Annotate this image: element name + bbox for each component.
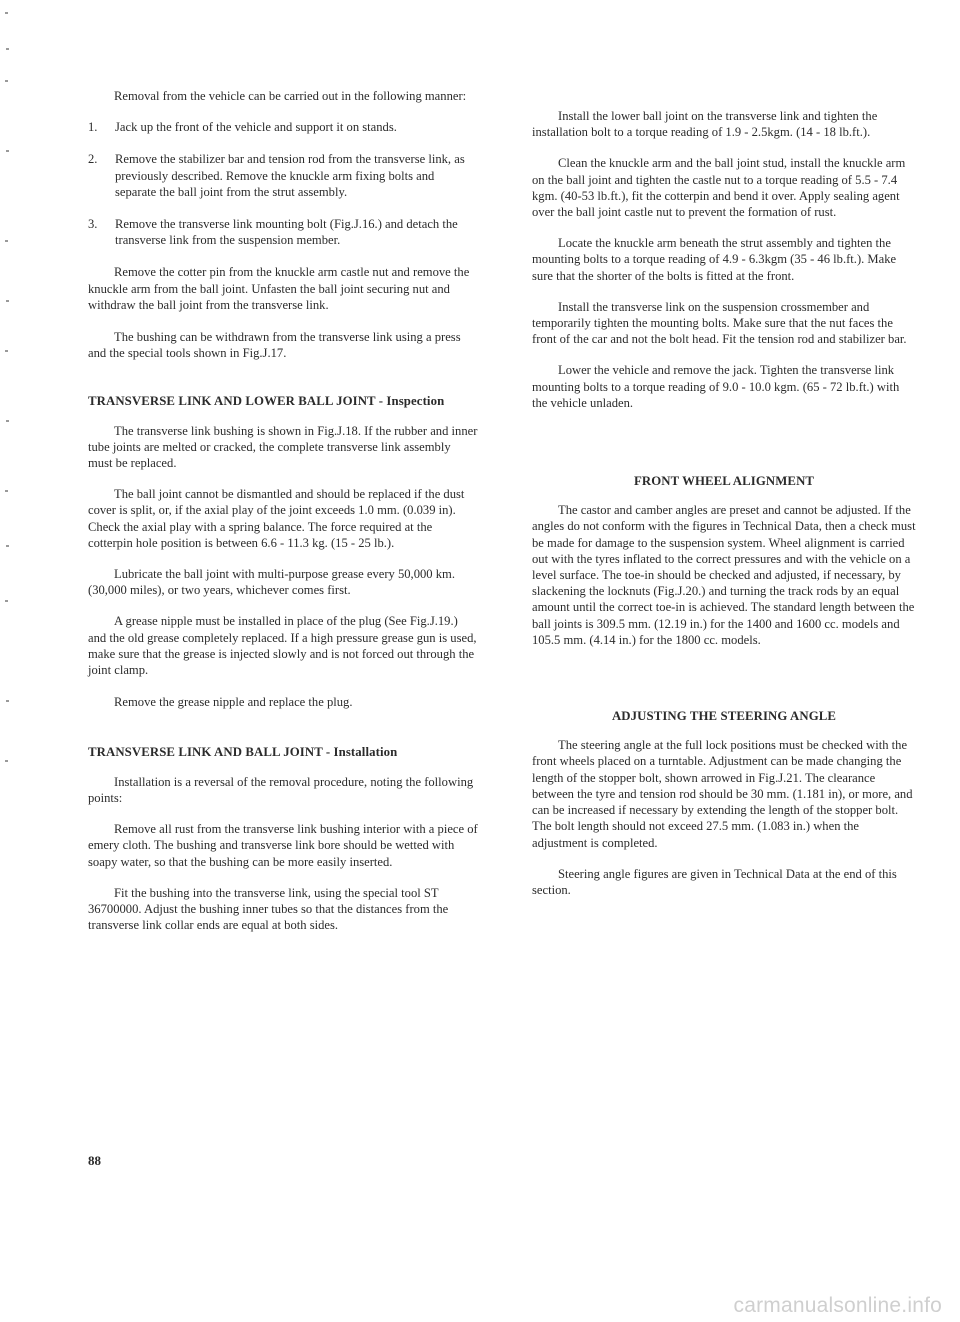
grease-nipple-paragraph: A grease nipple must be installed in place of the plug (See Fig.J.19.) and the old grease completely replaced. If a high pressure grease gun is used, make sure that the grease is injected slowly and is not forced out through the joint clamp. (88, 614, 477, 678)
knuckle-arm-paragraph: Clean the knuckle arm and the ball joint stud, install the knuckle arm on the ball joint and tighten the castle nut to a torque reading of 5.5 - 7.4 kgm. (40-53 lb.ft.), fit the cotterpin and bend it over. Apply sealing agent over the ball joint castle nut to prevent the formation of rust. (532, 156, 906, 220)
step-text: Jack up the front of the vehicle and support it on stands. (115, 120, 397, 135)
lower-vehicle-paragraph: Lower the vehicle and remove the jack. Tighten the transverse link mounting bolts to a torque reading of 9.0 - 10.0 kgm. (65 - 72 lb.ft.) with the vehicle unladen. (532, 363, 900, 410)
watermark: carmanualsonline.info (733, 1294, 942, 1317)
installation-paragraph-3: Fit the bushing into the transverse link, using the special tool ST 36700000. Adjust the bushing inner tubes so that the distances from the transverse link collar ends are equal at both sides. (88, 885, 449, 933)
step-1 (88, 119, 478, 135)
step-3 (88, 216, 478, 248)
alignment-paragraph: The castor and camber angles are preset and cannot be adjusted. If the angles do not conform with the figures in Technical Data, then a check must be made for damage to the suspension system. Wheel alignment is carried out with the tyres inflated to the correct pressures and with the vehicle on a level surface. The toe-in should be checked and adjusted, if necessary, by slackening the locknuts (Fig.J.20.) and turning the track rods by an equal amount until the correct toe-in is achieved. The standard length between the ball joints is 309.5 mm. (12.19 in.) for the 1400 and 1600 cc. models and 105.5 mm. (4.14 in.) for the 1800 cc. models. (532, 503, 916, 647)
step-text: Remove the stabilizer bar and tension rod from the transverse link, as previously described. Remove the knuckle arm fixing bolts and separate the ball joint from the strut assembly. (115, 152, 465, 199)
cotter-paragraph: Remove the cotter pin from the knuckle arm castle nut and remove the knuckle arm from the ball joint. Unfasten the ball joint securing nut and withdraw the ball joint from the transverse link. (88, 265, 470, 312)
steering-heading: ADJUSTING THE STEERING ANGLE (611, 709, 837, 724)
left-column (88, 88, 478, 933)
step-text: Remove the transverse link mounting bolt (Fig.J.16.) and detach the transverse link from the suspension member. (115, 217, 458, 248)
inspection-heading: TRANSVERSE LINK AND LOWER BALL JOINT - Inspection (88, 394, 445, 409)
intro-paragraph: Removal from the vehicle can be carried out in the following manner: (114, 89, 467, 103)
steering-figures-paragraph: Steering angle figures are given in Technical Data at the end of this section. (532, 866, 897, 897)
right-column (532, 108, 916, 898)
step-number: 2. (88, 152, 98, 167)
strut-paragraph: Locate the knuckle arm beneath the strut assembly and tighten the mounting bolts to a torque reading of 4.9 - 6.3kgm (35 - 46 lb.ft.). Make sure that the shorter of the bolts is fitted at the front. (532, 236, 897, 283)
inspection-paragraph-2: The ball joint cannot be dismantled and should be replaced if the dust cover is split, or, if the axial play of the joint exceeds 1.0 mm. (0.039 in). Check the axial play with a spring balance. The force required at the cotterpin hole position is between 6.6 - 11.3 kg. (15 - 25 lb.). (88, 487, 465, 550)
installation-paragraph-1: Installation is a reversal of the removal procedure, noting the following points: (88, 774, 474, 805)
remove-nipple-paragraph: Remove the grease nipple and replace the plug. (114, 695, 353, 710)
inspection-paragraph-1: The transverse link bushing is shown in Fig.J.18. If the rubber and inner tube joints are melted or cracked, the complete transverse link assembly must be replaced. (88, 423, 478, 471)
bushing-paragraph: The bushing can be withdrawn from the transverse link using a press and the special tools shown in Fig.J.17. (88, 330, 461, 361)
ball-joint-install-paragraph: Install the lower ball joint on the transverse link and tighten the installation bolt to a torque reading of 1.9 - 2.5kgm. (14 - 18 lb.ft.). (532, 109, 878, 140)
alignment-heading: FRONT WHEEL ALIGNMENT (633, 474, 815, 489)
installation-paragraph-2: Remove all rust from the transverse link bushing interior with a piece of emery cloth. The bushing and transverse link bore should be wetted with soapy water, so that the bushing can be more easily inserted. (88, 822, 478, 869)
steering-paragraph: The steering angle at the full lock positions must be checked with the front wheels placed on a turntable. Adjustment can be made changing the length of the stopper bolt, shown arrowed in Fig.J.21. The clearance between the tyre and tension rod should be 30 mm. (1.181 in), or more, and can be increased if necessary by extending the length of the stopper bolt. The bolt length should not exceed 27.5 mm. (1.083 in.) when the adjustment is completed. (532, 738, 913, 850)
crossmember-paragraph: Install the transverse link on the suspension crossmember and temporarily tighten the mounting bolts. Make sure that the nut faces the front of the car and not the bolt head. Fit the tension rod and stabilizer bar. (532, 299, 907, 347)
step-number: 1. (88, 120, 98, 135)
page-number: 88 (88, 1153, 101, 1168)
step-2 (88, 151, 478, 200)
installation-heading: TRANSVERSE LINK AND BALL JOINT - Installation (88, 745, 398, 760)
step-number: 3. (88, 217, 98, 232)
scan-margin-marks (0, 0, 20, 1322)
lubricate-paragraph: Lubricate the ball joint with multi-purpose grease every 50,000 km. (30,000 miles), or two years, whichever comes first. (88, 567, 455, 598)
